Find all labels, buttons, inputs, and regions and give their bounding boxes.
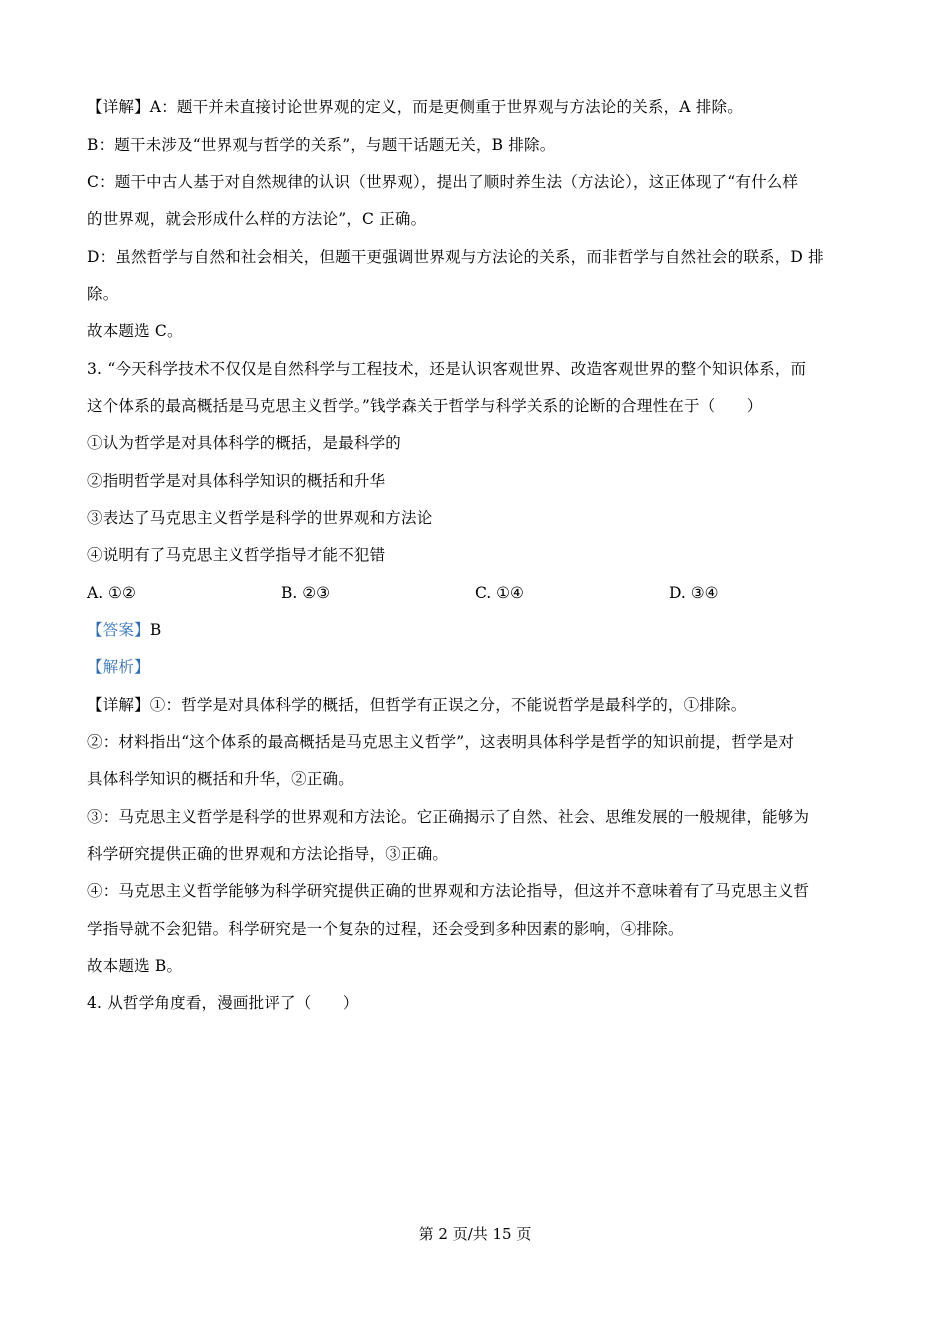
q3-choices <box>87 583 867 603</box>
q2-detail-line-1: 【详解】A：题干并未直接讨论世界观的定义，而是更侧重于世界观与方法论的关系，A 排除。 <box>87 98 743 116</box>
q2-detail-line-2: B：题干未涉及“世界观与哲学的关系”，与题干话题无关，B 排除。 <box>87 136 556 154</box>
q4-stem: 4. 从哲学角度看，漫画批评了（ ） <box>87 994 359 1012</box>
q3-detail-line-7: 学指导就不会犯错。科学研究是一个复杂的过程，还会受到多种因素的影响，④排除。 <box>87 920 684 938</box>
q3-option-4: ④说明有了马克思主义哲学指导才能不犯错 <box>87 546 386 564</box>
q2-detail-line-4: 的世界观，就会形成什么样的方法论”，C 正确。 <box>87 210 427 228</box>
q3-answer <box>87 620 161 640</box>
q3-conclusion: 故本题选 B。 <box>87 957 183 975</box>
page-footer: 第 2 页/共 15 页 <box>418 1225 532 1243</box>
q2-detail-line-5: D：虽然哲学与自然和社会相关，但题干更强调世界观与方法论的关系，而非哲学与自然社会的联系，D 排 <box>87 248 824 266</box>
q3-option-3: ③表达了马克思主义哲学是科学的世界观和方法论 <box>87 509 433 527</box>
q3-option-1: ①认为哲学是对具体科学的概括，是最科学的 <box>87 434 402 452</box>
q3-detail-line-6: ④：马克思主义哲学能够为科学研究提供正确的世界观和方法论指导，但这并不意味着有了马克思主义哲 <box>87 882 810 900</box>
analysis-tag: 【解析】 <box>87 658 150 676</box>
q3-detail-line-1: 【详解】①：哲学是对具体科学的概括，但哲学有正误之分，不能说哲学是最科学的，①排除。 <box>87 696 747 714</box>
choice-a: A. ①② <box>87 584 136 602</box>
q3-stem-line-2: 这个体系的最高概括是马克思主义哲学。”钱学森关于哲学与科学关系的论断的合理性在于（ ） <box>87 397 763 415</box>
choice-b: B. ②③ <box>281 584 331 602</box>
q3-detail-line-3: 具体科学知识的概括和升华，②正确。 <box>87 770 354 788</box>
q3-option-2: ②指明哲学是对具体科学知识的概括和升华 <box>87 472 386 490</box>
q3-stem-line-1: 3. “今天科学技术不仅仅是自然科学与工程技术，还是认识客观世界、改造客观世界的整个知识体系，而 <box>87 360 807 378</box>
choice-d: D. ③④ <box>669 584 719 602</box>
answer-value: B <box>149 621 162 639</box>
q3-detail-line-5: 科学研究提供正确的世界观和方法论指导，③正确。 <box>87 845 449 863</box>
q2-detail-line-6: 除。 <box>87 285 119 303</box>
answer-tag: 【答案】 <box>87 621 150 639</box>
q2-detail-line-3: C：题干中古人基于对自然规律的认识（世界观），提出了顺时养生法（方法论），这正体现了“有什么样 <box>87 173 799 191</box>
q3-detail-line-4: ③：马克思主义哲学是科学的世界观和方法论。它正确揭示了自然、社会、思维发展的一般规律，能够为 <box>87 808 810 826</box>
choice-c: C. ①④ <box>475 584 524 602</box>
q2-conclusion: 故本题选 C。 <box>87 322 183 340</box>
q3-detail-line-2: ②：材料指出“这个体系的最高概括是马克思主义哲学”，这表明具体科学是哲学的知识前提，哲学是对 <box>87 733 795 751</box>
